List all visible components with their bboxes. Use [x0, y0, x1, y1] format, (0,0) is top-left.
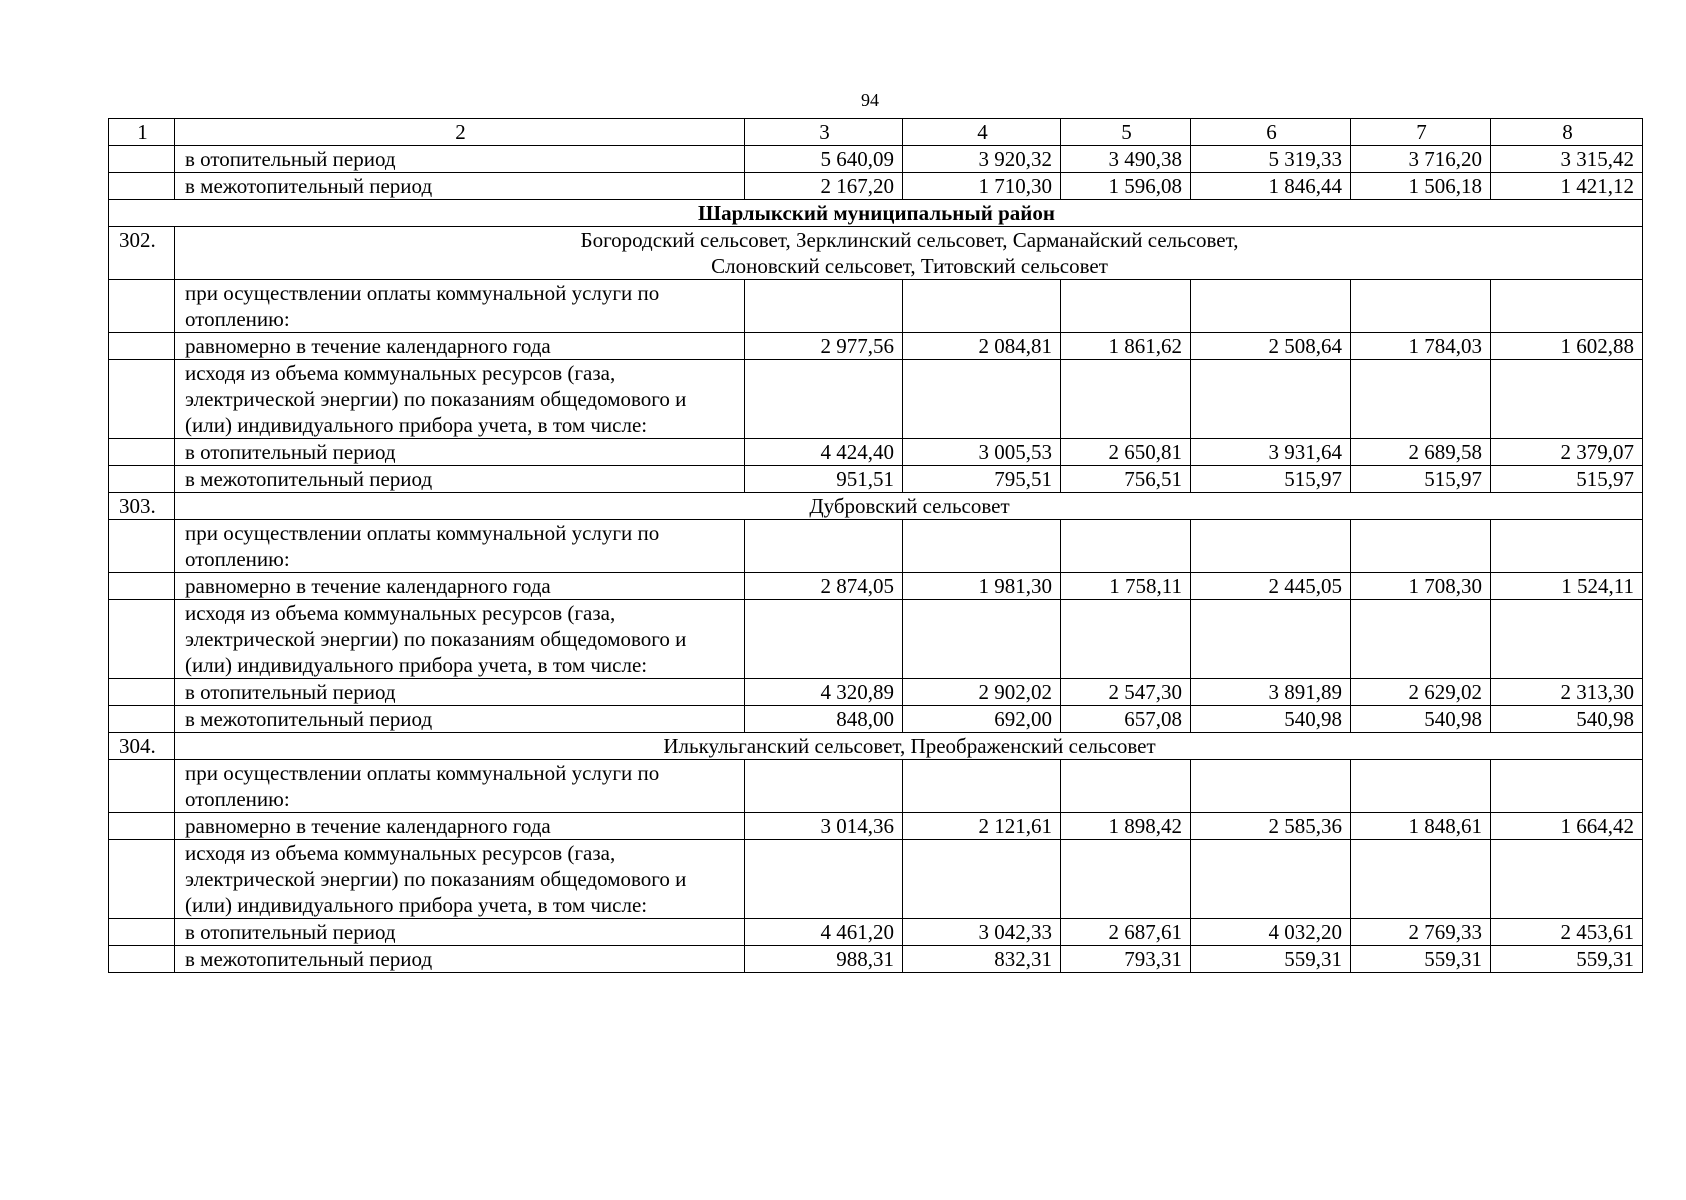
row-label: равномерно в течение календарного года	[175, 573, 745, 600]
row-number-cell	[109, 146, 175, 173]
value-cell: 1 758,11	[1061, 573, 1191, 600]
value-cell: 5 319,33	[1191, 146, 1351, 173]
value-cell	[1351, 840, 1491, 919]
value-cell: 756,51	[1061, 466, 1191, 493]
row-label: в межотопительный период	[175, 946, 745, 973]
value-cell	[903, 760, 1061, 813]
table-row	[109, 173, 1643, 200]
value-cell: 3 315,42	[1491, 146, 1643, 173]
value-cell: 2 902,02	[903, 679, 1061, 706]
row-number-cell	[109, 280, 175, 333]
value-cell: 2 084,81	[903, 333, 1061, 360]
value-cell: 3 716,20	[1351, 146, 1491, 173]
value-cell	[1491, 520, 1643, 573]
col-number-header: 7	[1351, 119, 1491, 146]
row-number-cell	[109, 360, 175, 439]
value-cell: 1 664,42	[1491, 813, 1643, 840]
col-number-header: 2	[175, 119, 745, 146]
row-label: исходя из объема коммунальных ресурсов (газа, электрической энергии) по показаниям общедомового и (или) индивидуального прибора учета, в том числе:	[175, 600, 745, 679]
value-cell	[1351, 520, 1491, 573]
value-cell: 1 981,30	[903, 573, 1061, 600]
value-cell	[903, 360, 1061, 439]
value-cell: 1 784,03	[1351, 333, 1491, 360]
value-cell: 4 461,20	[745, 919, 903, 946]
row-number-cell	[109, 813, 175, 840]
row-number-cell	[109, 333, 175, 360]
value-cell	[1191, 360, 1351, 439]
value-cell: 2 650,81	[1061, 439, 1191, 466]
row-number-cell	[109, 946, 175, 973]
row-label: при осуществлении оплаты коммунальной услуги по отоплению:	[175, 520, 745, 573]
value-cell	[1061, 760, 1191, 813]
value-cell: 692,00	[903, 706, 1061, 733]
value-cell: 1 846,44	[1191, 173, 1351, 200]
value-cell	[1061, 520, 1191, 573]
value-cell: 2 585,36	[1191, 813, 1351, 840]
row-label: при осуществлении оплаты коммунальной услуги по отоплению:	[175, 760, 745, 813]
table-row	[109, 573, 1643, 600]
value-cell	[903, 520, 1061, 573]
value-cell: 793,31	[1061, 946, 1191, 973]
value-cell: 3 014,36	[745, 813, 903, 840]
value-cell: 2 687,61	[1061, 919, 1191, 946]
value-cell: 2 629,02	[1351, 679, 1491, 706]
value-cell: 2 689,58	[1351, 439, 1491, 466]
value-cell: 795,51	[903, 466, 1061, 493]
value-cell: 1 602,88	[1491, 333, 1643, 360]
value-cell	[745, 760, 903, 813]
section-title-row	[109, 227, 1643, 280]
value-cell: 559,31	[1191, 946, 1351, 973]
value-cell	[903, 280, 1061, 333]
tariff-table	[108, 118, 1643, 973]
row-label: при осуществлении оплаты коммунальной услуги по отоплению:	[175, 280, 745, 333]
value-cell: 515,97	[1491, 466, 1643, 493]
row-number-cell	[109, 706, 175, 733]
district-title: Шарлыкский муниципальный район	[109, 200, 1643, 227]
section-title: Илькульганский сельсовет, Преображенский сельсовет	[175, 733, 1643, 760]
value-cell	[1491, 760, 1643, 813]
district-row	[109, 200, 1643, 227]
row-label: исходя из объема коммунальных ресурсов (газа, электрической энергии) по показаниям общедомового и (или) индивидуального прибора учета, в том числе:	[175, 360, 745, 439]
row-number-cell	[109, 679, 175, 706]
value-cell: 1 524,11	[1491, 573, 1643, 600]
value-cell	[745, 600, 903, 679]
value-cell: 848,00	[745, 706, 903, 733]
value-cell	[1191, 520, 1351, 573]
row-number-cell	[109, 840, 175, 919]
row-label: исходя из объема коммунальных ресурсов (газа, электрической энергии) по показаниям общедомового и (или) индивидуального прибора учета, в том числе:	[175, 840, 745, 919]
table-row	[109, 333, 1643, 360]
value-cell	[1061, 280, 1191, 333]
value-cell: 3 042,33	[903, 919, 1061, 946]
value-cell: 1 506,18	[1351, 173, 1491, 200]
row-label: в отопительный период	[175, 919, 745, 946]
value-cell: 3 005,53	[903, 439, 1061, 466]
section-number: 304.	[109, 733, 175, 760]
table-row	[109, 520, 1643, 573]
value-cell	[1191, 760, 1351, 813]
value-cell	[745, 520, 903, 573]
section-title-row	[109, 733, 1643, 760]
value-cell	[1191, 600, 1351, 679]
value-cell: 1 421,12	[1491, 173, 1643, 200]
table-row	[109, 813, 1643, 840]
table-row	[109, 439, 1643, 466]
table-row	[109, 706, 1643, 733]
section-title-line: Богородский сельсовет, Зерклинский сельсовет, Сарманайский сельсовет,	[580, 228, 1239, 252]
value-cell: 3 920,32	[903, 146, 1061, 173]
value-cell: 559,31	[1491, 946, 1643, 973]
value-cell: 4 424,40	[745, 439, 903, 466]
value-cell: 2 453,61	[1491, 919, 1643, 946]
value-cell: 4 320,89	[745, 679, 903, 706]
table-row	[109, 679, 1643, 706]
value-cell	[1351, 280, 1491, 333]
col-number-header: 5	[1061, 119, 1191, 146]
value-cell: 2 874,05	[745, 573, 903, 600]
value-cell: 2 313,30	[1491, 679, 1643, 706]
value-cell: 988,31	[745, 946, 903, 973]
value-cell	[1061, 840, 1191, 919]
value-cell: 4 032,20	[1191, 919, 1351, 946]
row-number-cell	[109, 919, 175, 946]
value-cell: 559,31	[1351, 946, 1491, 973]
row-number-cell	[109, 173, 175, 200]
table-row	[109, 840, 1643, 919]
value-cell: 2 769,33	[1351, 919, 1491, 946]
value-cell	[1491, 600, 1643, 679]
row-number-cell	[109, 600, 175, 679]
value-cell	[745, 360, 903, 439]
value-cell: 515,97	[1191, 466, 1351, 493]
column-number-row	[109, 119, 1643, 146]
value-cell	[1491, 360, 1643, 439]
table-row	[109, 146, 1643, 173]
value-cell	[745, 840, 903, 919]
section-title-row	[109, 493, 1643, 520]
value-cell	[903, 840, 1061, 919]
value-cell	[745, 280, 903, 333]
row-label: в отопительный период	[175, 146, 745, 173]
row-label: в межотопительный период	[175, 173, 745, 200]
row-label: равномерно в течение календарного года	[175, 333, 745, 360]
section-number: 302.	[109, 227, 175, 280]
table-row	[109, 946, 1643, 973]
value-cell: 1 861,62	[1061, 333, 1191, 360]
row-label: в межотопительный период	[175, 706, 745, 733]
table-row	[109, 600, 1643, 679]
value-cell: 1 710,30	[903, 173, 1061, 200]
col-number-header: 3	[745, 119, 903, 146]
col-number-header: 1	[109, 119, 175, 146]
value-cell: 2 167,20	[745, 173, 903, 200]
value-cell: 2 508,64	[1191, 333, 1351, 360]
value-cell: 3 931,64	[1191, 439, 1351, 466]
section-number: 303.	[109, 493, 175, 520]
row-label: в межотопительный период	[175, 466, 745, 493]
table-row	[109, 280, 1643, 333]
row-number-cell	[109, 466, 175, 493]
value-cell: 2 547,30	[1061, 679, 1191, 706]
value-cell: 1 898,42	[1061, 813, 1191, 840]
value-cell: 540,98	[1351, 706, 1491, 733]
row-label: в отопительный период	[175, 439, 745, 466]
col-number-header: 8	[1491, 119, 1643, 146]
row-number-cell	[109, 439, 175, 466]
value-cell: 2 445,05	[1191, 573, 1351, 600]
table-row	[109, 919, 1643, 946]
value-cell	[1491, 840, 1643, 919]
value-cell: 2 121,61	[903, 813, 1061, 840]
value-cell: 2 977,56	[745, 333, 903, 360]
value-cell: 515,97	[1351, 466, 1491, 493]
value-cell	[1351, 360, 1491, 439]
section-title: Дубровский сельсовет	[175, 493, 1643, 520]
value-cell	[1351, 600, 1491, 679]
value-cell: 951,51	[745, 466, 903, 493]
value-cell	[1061, 360, 1191, 439]
value-cell	[903, 600, 1061, 679]
row-label: в отопительный период	[175, 679, 745, 706]
row-label: равномерно в течение календарного года	[175, 813, 745, 840]
value-cell: 657,08	[1061, 706, 1191, 733]
col-number-header: 6	[1191, 119, 1351, 146]
row-number-cell	[109, 760, 175, 813]
value-cell: 832,31	[903, 946, 1061, 973]
row-number-cell	[109, 520, 175, 573]
section-title-line: Слоновский сельсовет, Титовский сельсовет	[711, 254, 1108, 278]
value-cell: 540,98	[1191, 706, 1351, 733]
value-cell: 3 891,89	[1191, 679, 1351, 706]
col-number-header: 4	[903, 119, 1061, 146]
row-number-cell	[109, 573, 175, 600]
table-row	[109, 760, 1643, 813]
value-cell	[1061, 600, 1191, 679]
value-cell: 1 848,61	[1351, 813, 1491, 840]
table-row	[109, 466, 1643, 493]
page-number: 94	[861, 90, 879, 110]
section-title	[175, 227, 1643, 280]
value-cell	[1491, 280, 1643, 333]
value-cell: 5 640,09	[745, 146, 903, 173]
value-cell: 540,98	[1491, 706, 1643, 733]
value-cell	[1191, 280, 1351, 333]
value-cell: 1 708,30	[1351, 573, 1491, 600]
value-cell	[1351, 760, 1491, 813]
value-cell: 1 596,08	[1061, 173, 1191, 200]
value-cell: 2 379,07	[1491, 439, 1643, 466]
value-cell: 3 490,38	[1061, 146, 1191, 173]
value-cell	[1191, 840, 1351, 919]
table-row	[109, 360, 1643, 439]
